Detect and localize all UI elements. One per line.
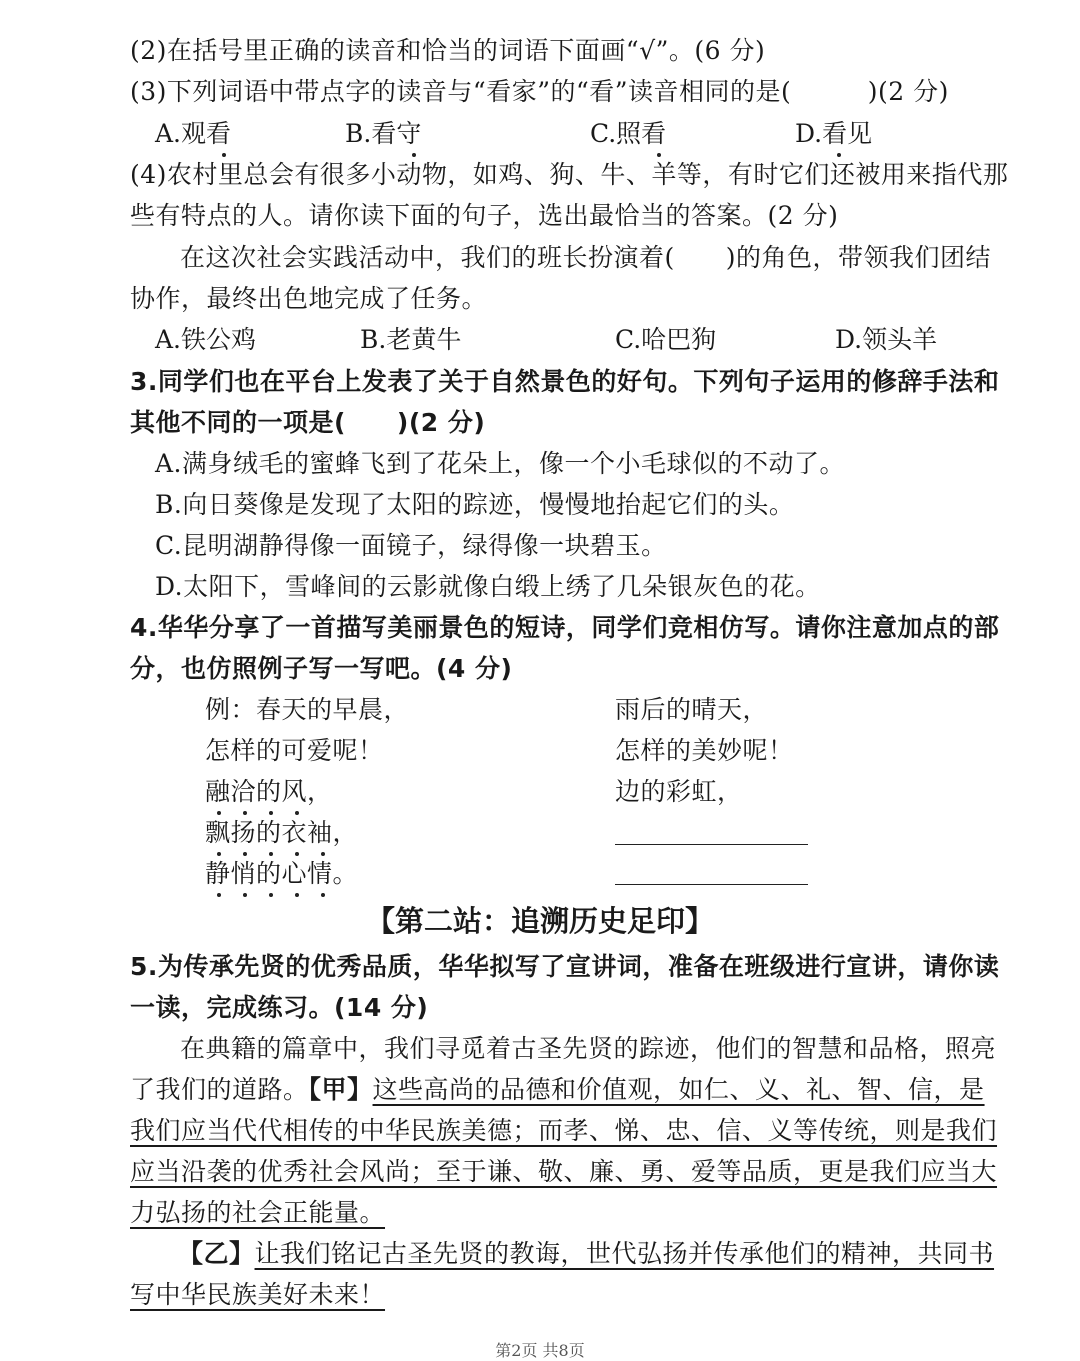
option-c: C.昆明湖静得像一面镜子，绿得像一块碧玉。 (155, 531, 667, 560)
passage-p1-line4: 应当沿袭的优秀社会风尚；至于谦、敬、廉、勇、爱等品质，更是我们应当大 (130, 1157, 998, 1186)
option-d: D.领头羊 (835, 325, 938, 354)
question-4-stem-1: 4.华华分享了一首描写美丽景色的短诗，同学们竞相仿写。请你注意加点的部 (130, 613, 1000, 642)
poem-right-3: 边的彩虹， (615, 777, 743, 806)
option-d: D.看见 (795, 119, 873, 148)
page-number: 第2页 共8页 (495, 1341, 585, 1360)
passage-p1-line5: 力弘扬的社会正能量。 (130, 1198, 386, 1227)
question-2-2: (2)在括号里正确的读音和恰当的词语下面画“√”。(6 分) (130, 36, 766, 65)
marker-yi: 【乙】 (178, 1239, 255, 1268)
poem-left-5: 静悄的心情。 (205, 859, 359, 888)
option-c: C.哈巴狗 (615, 325, 717, 354)
passage-text: 了我们的道路。 (130, 1075, 309, 1104)
passage-p1-line1: 在典籍的篇章中，我们寻觅着古圣先贤的踪迹，他们的智慧和品格，照亮 (180, 1034, 997, 1063)
answer-blank-2[interactable] (615, 884, 808, 885)
option-b: B.向日葵像是发现了太阳的踪迹，慢慢地抬起它们的头。 (155, 490, 795, 519)
question-3-stem-1: 3.同学们也在平台上发表了关于自然景色的好句。下列句子运用的修辞手法和 (130, 367, 1000, 396)
poem-left-3: 融洽的风， (205, 777, 333, 806)
poem-left-4: 飘扬的衣袖， (205, 818, 359, 847)
question-2-4-stem-1: (4)农村里总会有很多小动物，如鸡、狗、牛、羊等，有时它们还被用来指代那 (130, 160, 1009, 189)
answer-blank-1[interactable] (615, 844, 808, 845)
marker-jia: 【甲】 (308, 1075, 373, 1104)
poem-right-1: 雨后的晴天， (615, 695, 769, 724)
poem-left-1: 例：春天的早晨， (205, 695, 410, 724)
question-2-3-stem: (3)下列词语中带点字的读音与“看家”的“看”读音相同的是( )(2 分) (130, 77, 949, 106)
option-c: C.照看 (590, 119, 667, 148)
question-5-stem-1: 5.为传承先贤的优秀品质，华华拟写了宣讲词，准备在班级进行宣讲，请你读 (130, 952, 1000, 981)
option-a: A.铁公鸡 (155, 325, 257, 354)
section-title: 【第二站：追溯历史足印】 (365, 904, 714, 938)
underlined-text: 让我们铭记古圣先贤的教诲，世代弘扬并传承他们的精神，共同书 (254, 1239, 995, 1268)
option-d: D.太阳下，雪峰间的云影就像白缎上绣了几朵银灰色的花。 (155, 572, 821, 601)
underlined-text: 这些高尚的品德和价值观，如仁、义、礼、智、信，是 (372, 1075, 985, 1104)
passage-p2-line1 (178, 1239, 994, 1269)
question-2-4-passage-2: 协作，最终出色地完成了任务。 (130, 284, 488, 313)
poem-right-2: 怎样的美妙呢！ (615, 736, 794, 765)
passage-p2-line2: 写中华民族美好未来！ (130, 1280, 386, 1309)
question-4-stem-2: 分，也仿照例子写一写吧。(4 分) (130, 654, 513, 683)
option-b: B.老黄牛 (360, 325, 462, 354)
option-a: A.满身绒毛的蜜蜂飞到了花朵上，像一个小毛球似的不动了。 (155, 449, 846, 478)
option-b: B.看守 (345, 119, 422, 148)
question-3-stem-2: 其他不同的一项是( )(2 分) (130, 408, 486, 437)
question-2-4-passage-1: 在这次社会实践活动中，我们的班长扮演着( )的角色，带领我们团结 (180, 243, 992, 272)
passage-p1-line3: 我们应当代代相传的中华民族美德；而孝、悌、忠、信、义等传统，则是我们 (130, 1116, 998, 1145)
passage-p1-line2 (130, 1075, 985, 1105)
option-a: A.观看 (155, 119, 232, 148)
poem-left-2: 怎样的可爱呢！ (205, 736, 384, 765)
question-5-stem-2: 一读，完成练习。(14 分) (130, 993, 429, 1022)
question-2-4-stem-2: 些有特点的人。请你读下面的句子，选出最恰当的答案。(2 分) (130, 201, 839, 230)
